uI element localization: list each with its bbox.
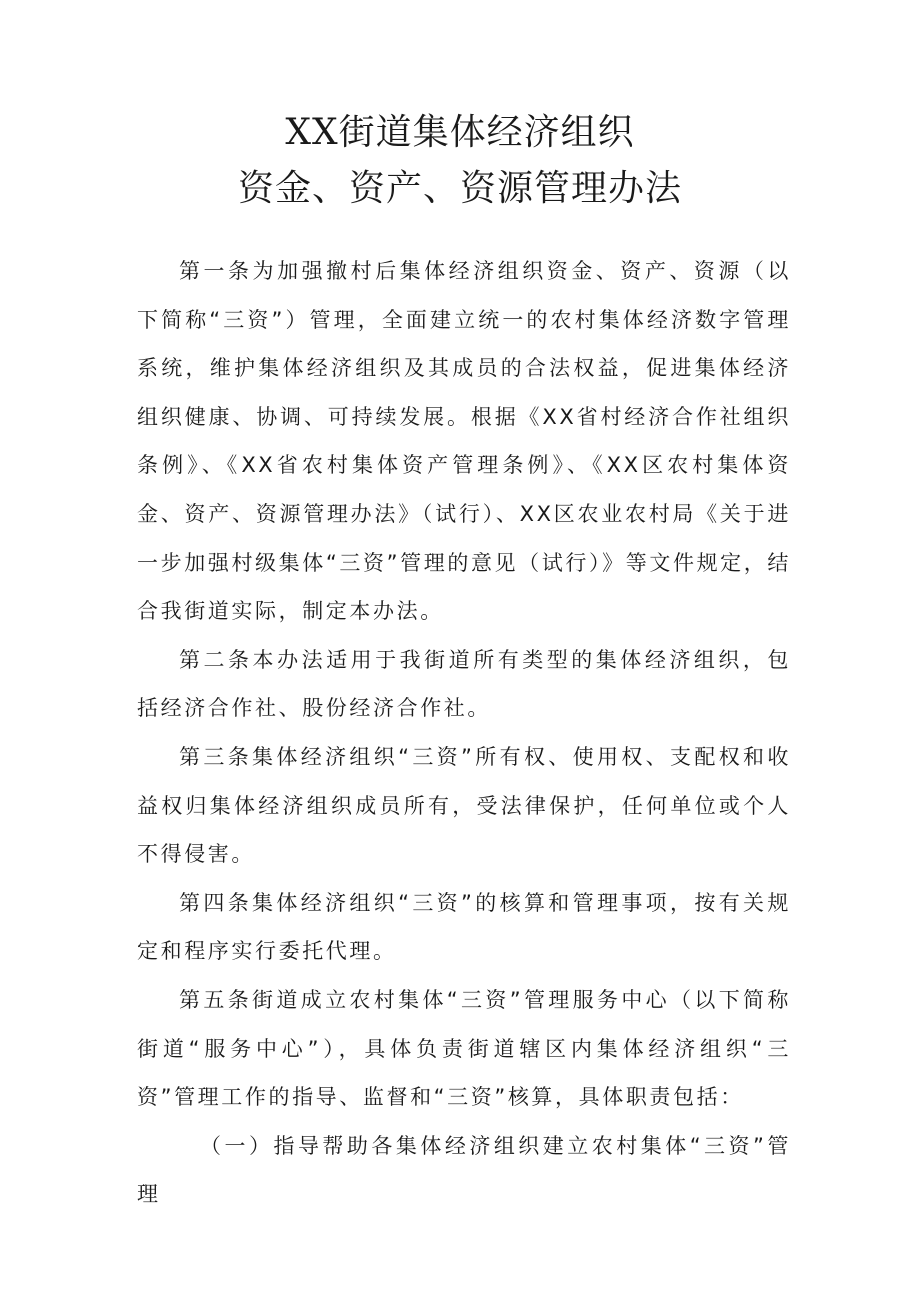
article-2-paragraph: 第二条本办法适用于我街道所有类型的集体经济组织，包括经济合作社、股份经济合作社。 [137,647,791,721]
article-4-paragraph: 第四条集体经济组织“三资”的核算和管理事项，按有关规定和程序实行委托代理。 [137,890,791,964]
article-1-paragraph: 第一条为加强撤村后集体经济组织资金、资产、资源（以下简称“三资”）管理，全面建立统一的农村集体经济数字管理系统，维护集体经济组织及其成员的合法权益，促进集体经济组织健康、协调、可持续发展。根据《XX省村经济合作社组织条例》、《XX省农村集体资产管理条例》、《XX区农村集体资金、资产、资源管理办法》（试行）、XX区农业农村局《关于进一步加强村级集体“三资”管理的意见（试行）》等文件规定，结合我街道实际，制定本办法。 [137,259,791,624]
title-line-1: XX街道集体经济组织 [285,112,635,153]
document-body [137,247,791,1219]
article-5-paragraph: 第五条街道成立农村集体“三资”管理服务中心（以下简称街道“服务中心”），具体负责街道辖区内集体经济组织“三资”管理工作的指导、监督和“三资”核算，具体职责包括： [137,987,791,1110]
article-5-item-1-paragraph: （一）指导帮助各集体经济组织建立农村集体“三资”管理 [137,1133,791,1207]
title-line-2: 资金、资产、资源管理办法 [237,168,682,209]
document-title [0,105,920,217]
article-3-paragraph: 第三条集体经济组织“三资”所有权、使用权、支配权和收益权归集体经济组织成员所有，受法律保护，任何单位或个人不得侵害。 [137,744,791,867]
